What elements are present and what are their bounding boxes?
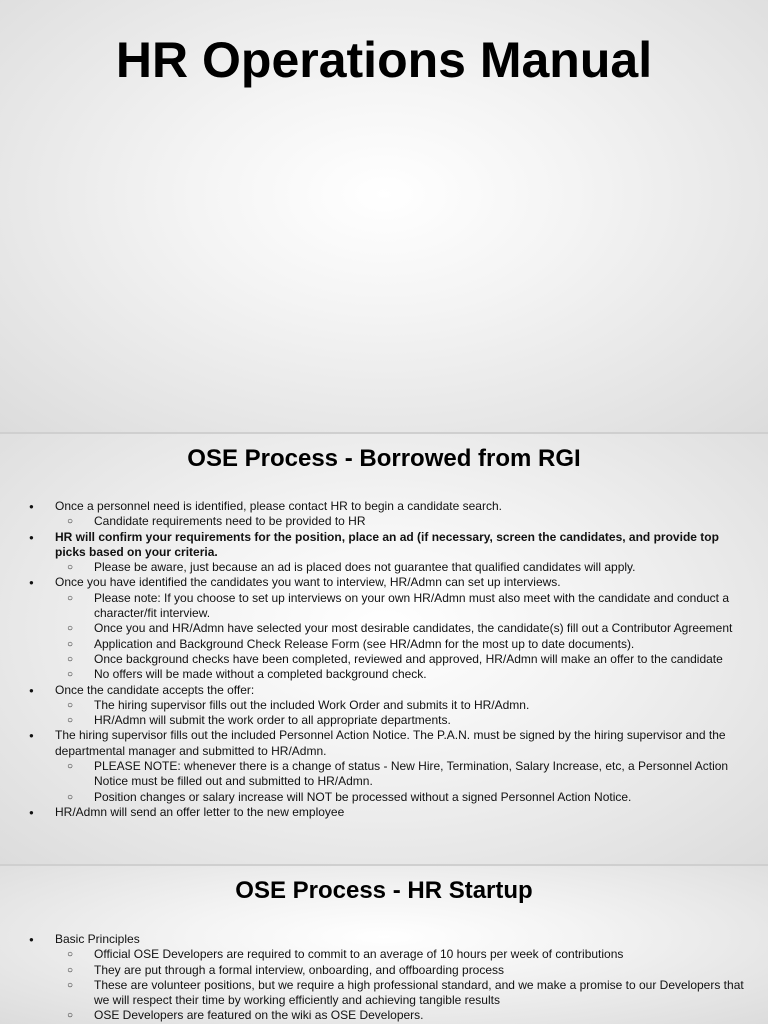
sub-list: [55, 759, 746, 805]
bullet-list: [0, 499, 746, 820]
list-item: [0, 575, 746, 682]
list-item-text: Once a personnel need is identified, please contact HR to begin a candidate search.: [55, 499, 502, 513]
slide-heading: OSE Process - Borrowed from RGI: [187, 445, 581, 472]
sub-list-item: ○ These are volunteer positions, but we require a high professional standard, and we make a promise to our Developers that we will respect their time by working efficiently and achieving tangible results: [55, 978, 746, 1009]
list-item: [0, 499, 746, 530]
sub-list: [55, 591, 746, 683]
sub-list-item: ○ No offers will be made without a completed background check.: [55, 667, 746, 682]
list-item: [0, 683, 746, 729]
manual-title: HR Operations Manual: [115, 32, 653, 88]
list-item: [0, 728, 746, 804]
slide-heading: OSE Process - HR Startup: [235, 877, 533, 904]
sub-list-item: ○ Candidate requirements need to be provided to HR: [55, 514, 746, 529]
sub-list-item: ○ Application and Background Check Release Form (see HR/Admn for the most up to date documents).: [55, 637, 746, 652]
sub-list: [55, 560, 746, 575]
title-slide: [0, 0, 768, 432]
list-item-text: Once the candidate accepts the offer:: [55, 682, 255, 697]
list-item: [0, 932, 746, 1024]
list-item-text: HR/Admn will send an offer letter to the new employee: [55, 804, 345, 819]
bullet-list: [0, 932, 746, 1024]
list-item-text: The hiring supervisor fills out the included Personnel Action Notice. The P.A.N. must be signed by the hiring supervisor and the departmental manager and submitted to HR/Admn.: [55, 728, 726, 758]
sub-list-item: ○ Please be aware, just because an ad is placed does not guarantee that qualified candidates will apply.: [55, 560, 746, 575]
sub-list-item: ○ HR/Admn will submit the work order to all appropriate departments.: [55, 713, 746, 728]
sub-list-item: ○ Please note: If you choose to set up interviews on your own HR/Admn must also meet with the candidate and conduct a character/fit interview.: [55, 591, 746, 622]
hr-startup-slide: [0, 866, 768, 1024]
sub-list: [55, 514, 746, 529]
sub-list: [55, 698, 746, 729]
sub-list-item: ○ OSE Developers are featured on the wiki as OSE Developers.: [55, 1008, 746, 1023]
sub-list-item: ○ The hiring supervisor fills out the included Work Order and submits it to HR/Admn.: [55, 698, 746, 713]
rgi-process-slide: [0, 434, 768, 864]
sub-list-item: ○ Once you and HR/Admn have selected your most desirable candidates, the candidate(s) fill out a Contributor Agreement: [55, 621, 746, 636]
sub-list-item: ○ Once background checks have been completed, reviewed and approved, HR/Admn will make an offer to the candidate: [55, 652, 746, 667]
list-item: [0, 530, 746, 576]
sub-list-item: ○ They are put through a formal interview, onboarding, and offboarding process: [55, 963, 746, 978]
sub-list-item: ○ Official OSE Developers are required to commit to an average of 10 hours per week of contributions: [55, 947, 746, 962]
sub-list: [55, 947, 746, 1023]
list-item: [0, 805, 746, 820]
list-item-text: Once you have identified the candidates you want to interview, HR/Admn can set up interviews.: [55, 575, 561, 590]
sub-list-item: ○ Position changes or salary increase will NOT be processed without a signed Personnel Action Notice.: [55, 790, 746, 805]
sub-list-item: ○ PLEASE NOTE: whenever there is a change of status - New Hire, Termination, Salary Increase, etc, a Personnel Action Notice must be filled out and submitted to HR/Admn.: [55, 759, 746, 790]
list-item-text: HR will confirm your requirements for the position, place an ad (if necessary, screen the candidates, and provide top picks based on your criteria.: [55, 529, 719, 559]
list-item-text: Basic Principles: [55, 932, 140, 946]
